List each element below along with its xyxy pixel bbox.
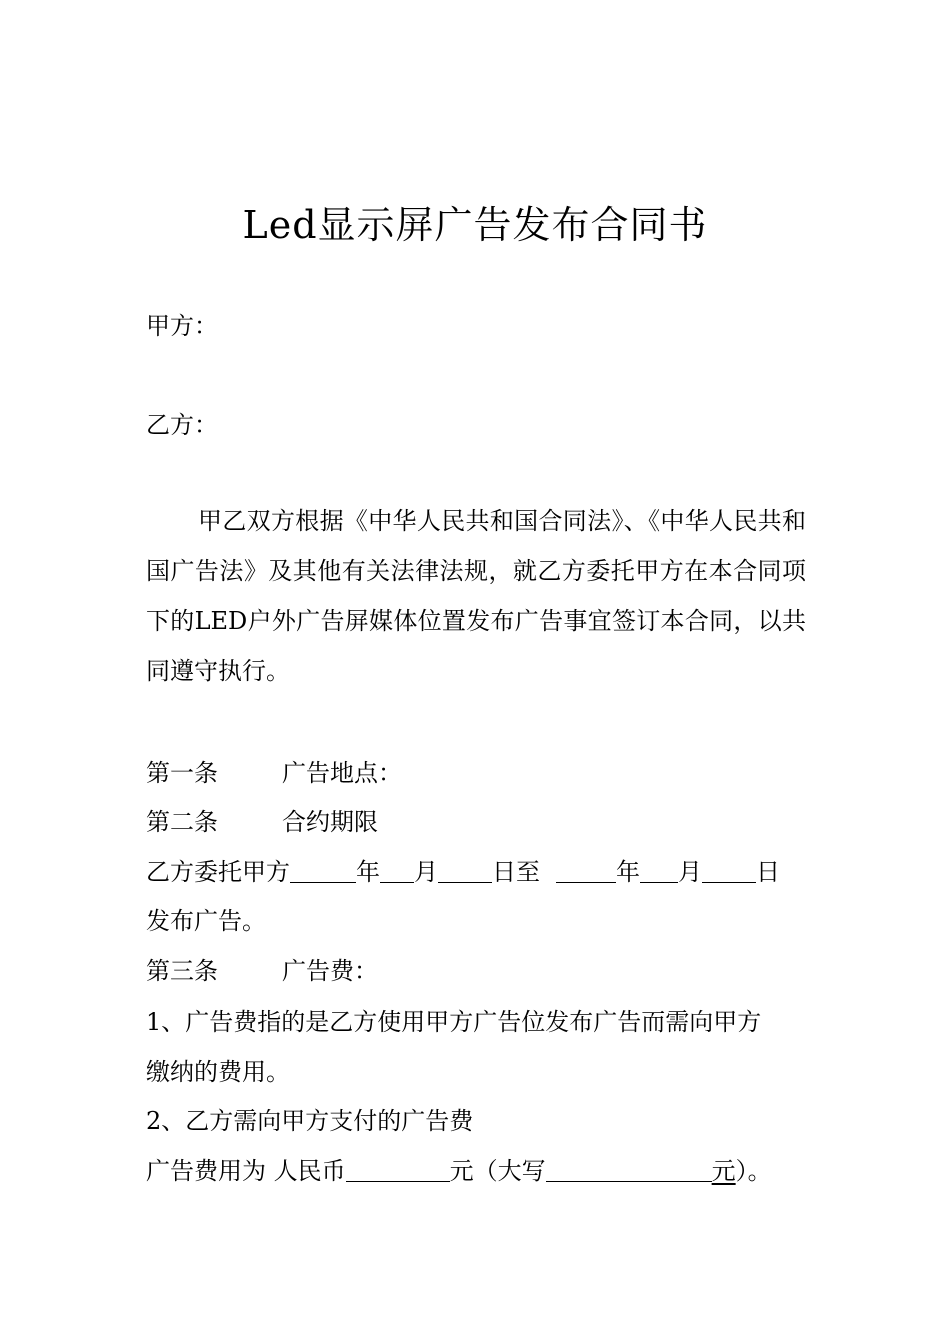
end-day-blank xyxy=(702,858,756,883)
start-month-blank xyxy=(380,858,414,883)
end-year-label: 年 xyxy=(616,858,640,886)
intro-paragraph: 甲乙双方根据《中华人民共和国合同法》、《中华人民共和国广告法》及其他有关法律法规，就乙方委托甲方在本合同项下的LED户外广告屏媒体位置发布广告事宜签订本合同，以共同遵守执行。 xyxy=(146,507,806,685)
article-2-title: 合约期限 xyxy=(282,808,378,836)
fee-capital-blank xyxy=(546,1157,712,1182)
article-1-number: 第一条 xyxy=(146,759,218,787)
article-3-number: 第三条 xyxy=(146,957,218,985)
contract-period-line xyxy=(146,857,826,887)
fee-item-2: 2、乙方需向甲方支付的广告费 xyxy=(146,1107,474,1135)
document-title: Led显示屏广告发布合同书 xyxy=(242,203,708,247)
fee-item-1-line-2: 缴纳的费用。 xyxy=(146,1058,290,1086)
start-year-blank xyxy=(290,858,356,883)
article-3 xyxy=(146,956,826,986)
fee-amount-suffix: ）。 xyxy=(735,1157,772,1185)
fee-capital-unit: 元 xyxy=(711,1157,736,1185)
fee-amount-prefix: 广告费用为 人民币 xyxy=(146,1157,346,1185)
article-1 xyxy=(146,758,826,788)
start-day-label: 日至 xyxy=(492,858,540,886)
article-3-title: 广告费： xyxy=(282,957,378,985)
article-2 xyxy=(146,807,826,837)
start-day-blank xyxy=(438,858,492,883)
contract-period-line-2: 发布广告。 xyxy=(146,907,266,935)
party-a-label: 甲方： xyxy=(146,312,218,340)
article-1-title: 广告地点： xyxy=(282,759,402,787)
party-b-label: 乙方： xyxy=(146,411,218,439)
start-year-label: 年 xyxy=(356,858,380,886)
article-2-number: 第二条 xyxy=(146,808,218,836)
fee-capital-label: 元（大写 xyxy=(449,1157,546,1185)
end-day-label: 日 xyxy=(756,858,780,886)
fee-amount-blank xyxy=(346,1157,450,1182)
end-month-label: 月 xyxy=(678,858,702,886)
fee-amount-line xyxy=(146,1156,826,1186)
start-month-label: 月 xyxy=(414,858,438,886)
period-prefix: 乙方委托甲方 xyxy=(146,858,290,886)
fee-item-1-line-1: 1、广告费指的是乙方使用甲方广告位发布广告而需向甲方 xyxy=(146,1008,762,1036)
end-month-blank xyxy=(640,858,678,883)
end-year-blank xyxy=(556,858,616,883)
